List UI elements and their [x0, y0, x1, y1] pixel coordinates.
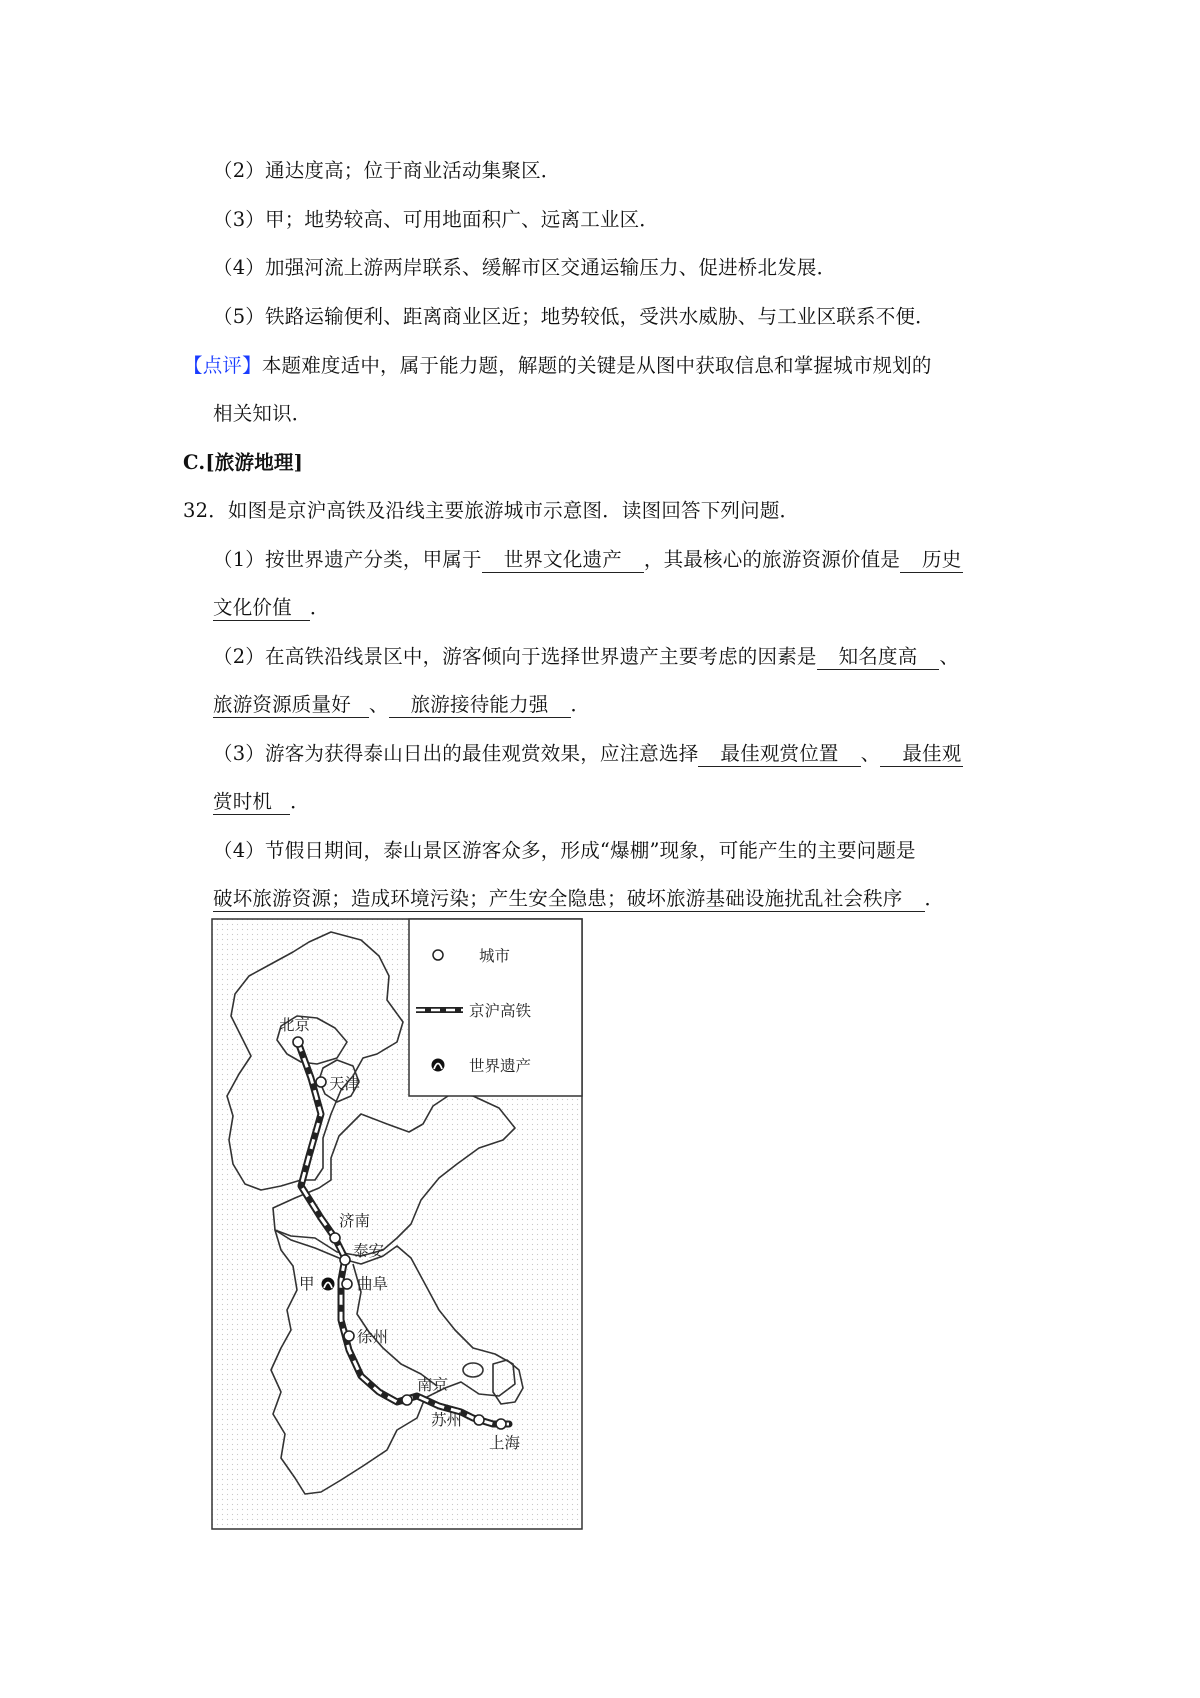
q2-answer-3: 旅游接待能力强: [389, 693, 571, 718]
q1-mid: ，其最核心的旅游资源价值是: [643, 548, 901, 571]
q2-end: ．: [570, 693, 591, 716]
city-marker-suzhou: [474, 1415, 484, 1425]
legend-heritage-icon: [432, 1059, 445, 1072]
section-title: C.[旅游地理]: [183, 451, 304, 474]
city-marker-tianjin: [316, 1077, 326, 1087]
q4-line-1: （4）节假日期间，泰山景区游客众多，形成“爆棚”现象，可能产生的主要问题是: [213, 839, 916, 862]
comment-tag: 【点评】: [183, 354, 262, 377]
answer-5: （5）铁路运输便利、距离商业区近；地势较低，受洪水威胁、与工业区联系不便．: [213, 305, 935, 328]
q2-text: （2）在高铁沿线景区中，游客倾向于选择世界遗产主要考虑的因素是: [213, 645, 817, 668]
label-taian: 泰安: [353, 1242, 385, 1260]
q1-answer-1: 世界文化遗产: [482, 548, 644, 573]
legend-railway-label: 京沪高铁: [469, 1002, 532, 1020]
label-qufu: 曲阜: [357, 1275, 389, 1293]
label-xuzhou: 徐州: [357, 1328, 389, 1346]
label-suzhou: 苏州: [431, 1411, 463, 1429]
q1-answer-2a: 历史: [900, 548, 963, 573]
label-nanjing: 南京: [417, 1376, 449, 1394]
question-stem: 32．如图是京沪高铁及沿线主要旅游城市示意图．读图回答下列问题．: [183, 499, 800, 522]
q4-answer: 破坏旅游资源；造成环境污染；产生安全隐患；破坏旅游基础设施扰乱社会秩序: [213, 887, 925, 912]
q4-end: ．: [924, 887, 945, 910]
q1-line-1: [213, 546, 963, 574]
city-marker-nanjing: [402, 1395, 412, 1405]
label-jia: 甲: [299, 1275, 315, 1293]
label-jinan: 济南: [339, 1212, 371, 1230]
answer-3: （3）甲；地势较高、可用地面积广、远离工业区．: [213, 208, 660, 231]
q3-end: ．: [290, 790, 310, 813]
q3-line-1: [213, 740, 963, 768]
city-marker-beijing: [293, 1037, 303, 1047]
comment-line-2: 相关知识．: [213, 402, 312, 425]
q3-answer-1: 最佳观赏位置: [698, 742, 860, 767]
label-beijing: 北京: [279, 1016, 311, 1034]
q3-text: （3）游客为获得泰山日出的最佳观赏效果，应注意选择: [213, 742, 699, 765]
comment-line-1: [183, 352, 932, 380]
q3-sep: 、: [860, 742, 881, 765]
q2-answer-2: 旅游资源质量好: [213, 693, 369, 718]
legend-city-icon: [433, 950, 443, 960]
legend-city-label: 城市: [479, 947, 511, 965]
q4-line-2: [213, 885, 944, 913]
q1-text: （1）按世界遗产分类，甲属于: [213, 548, 482, 571]
answer-4: （4）加强河流上游两岸联系、缓解市区交通运输压力、促进桥北发展．: [213, 256, 837, 279]
q3-answer-2a: 最佳观: [880, 742, 963, 767]
label-tianjin: 天津: [329, 1075, 361, 1093]
city-marker-shanghai: [496, 1419, 506, 1429]
q2-sep-1: 、: [939, 645, 960, 668]
q2-line-1: [213, 643, 959, 671]
q1-end: ．: [309, 596, 330, 619]
city-marker-qufu: [342, 1279, 352, 1289]
q1-answer-2b: 文化价值: [213, 596, 310, 621]
comment-text: 本题难度适中，属于能力题，解题的关键是从图中获取信息和掌握城市规划的: [261, 354, 932, 377]
railway-map: [211, 918, 583, 1530]
q1-line-2: [213, 594, 330, 622]
q2-answer-1: 知名度高: [817, 645, 940, 670]
q3-answer-2b: 赏时机: [213, 790, 290, 815]
q3-line-2: [213, 788, 310, 816]
label-shanghai: 上海: [489, 1434, 521, 1452]
q2-line-2: [213, 691, 590, 719]
q2-sep-2: 、: [368, 693, 389, 716]
heritage-marker-jia: [322, 1278, 335, 1291]
legend-heritage-label: 世界遗产: [469, 1057, 532, 1075]
railway-map-figure: [211, 918, 583, 1530]
city-marker-xuzhou: [344, 1331, 354, 1341]
city-marker-jinan: [330, 1233, 340, 1243]
city-marker-taian: [340, 1255, 350, 1265]
answer-2: （2）通达度高；位于商业活动集聚区．: [213, 159, 561, 182]
